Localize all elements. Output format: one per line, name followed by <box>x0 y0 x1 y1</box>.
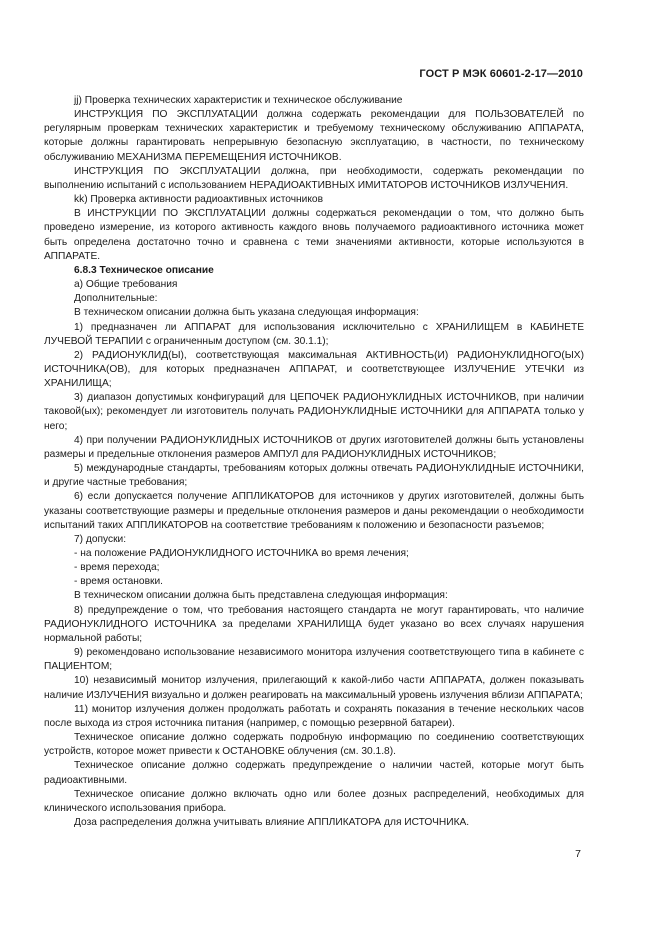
paragraph: В техническом описании должна быть указана следующая информация: <box>74 307 419 319</box>
list-item: 4) при получении РАДИОНУКЛИДНЫХ ИСТОЧНИКОВ от других изготовителей должны быть установлены размеры и предельные отклонения размеров АМПУЛ для РАДИОНУКЛИДНЫХ ИСТОЧНИКОВ; <box>44 434 584 460</box>
list-item: 3) диапазон допустимых конфигураций для ЦЕПОЧЕК РАДИОНУКЛИДНЫХ ИСТОЧНИКОВ, при наличии таковой(ых); рекомендует ли изготовитель получать РАДИОНУКЛИДНЫЕ ИСТОЧНИКИ для АППАРАТА только у него; <box>44 392 584 432</box>
list-item: 9) рекомендовано использование независимого монитора излучения соответствующего типа в кабинете с ПАЦИЕНТОМ; <box>44 647 584 673</box>
paragraph: ИНСТРУКЦИЯ ПО ЭКСПЛУАТАЦИИ должна, при необходимости, содержать рекомендации по выполнению испытаний с использованием НЕРАДИОАКТИВНЫХ ИМИТАТОРОВ ИСТОЧНИКОВ ИЗЛУЧЕНИЯ. <box>44 165 584 191</box>
paragraph: В техническом описании должна быть представлена следующая информация: <box>74 590 448 602</box>
document-header: ГОСТ Р МЭК 60601-2-17—2010 <box>419 68 583 80</box>
paragraph: Дополнительные: <box>74 293 158 305</box>
paragraph: Техническое описание должно содержать подробную информацию по соединению соответствующих устройств, которое может привести к ОСТАНОВКЕ облучения (см. 30.1.8). <box>44 732 584 758</box>
paragraph: Техническое описание должно включать одно или более дозных распределений, необходимых для клинического использования прибора. <box>44 788 584 814</box>
dash-item: - время перехода; <box>74 562 160 574</box>
section-heading: 6.8.3 Техническое описание <box>74 264 214 276</box>
paragraph-jj-heading: jj) Проверка технических характеристик и техническое обслуживание <box>74 95 403 106</box>
list-item: 6) если допускается получение АППЛИКАТОРОВ для источников у других изготовителей, должны быть указаны соответствующие размеры и предельные отклонения размеров и даны рекомендации о необходимости испытаний таких АППЛИКАТОРОВ на соответствие требованиям к положению и безопасности разъемов; <box>44 491 584 531</box>
list-item: 1) предназначен ли АППАРАТ для использования исключительно с ХРАНИЛИЩЕМ в КАБИНЕТЕ ЛУЧЕВОЙ ТЕРАПИИ с ограниченным доступом (см. 30.1.1); <box>44 321 584 347</box>
list-item: 5) международные стандарты, требованиям которых должны отвечать РАДИОНУКЛИДНЫЕ ИСТОЧНИКИ, и другие частные требования; <box>44 463 584 489</box>
subsection-heading: а) Общие требования <box>74 279 178 291</box>
dash-item: - время остановки. <box>74 576 163 588</box>
paragraph: Доза распределения должна учитывать влияние АППЛИКАТОРА для ИСТОЧНИКА. <box>74 816 470 828</box>
paragraph: Техническое описание должно содержать предупреждение о наличии частей, которые могут быть радиоактивными. <box>44 760 584 786</box>
page-body <box>44 94 584 830</box>
page-number: 7 <box>575 848 581 860</box>
paragraph: ИНСТРУКЦИЯ ПО ЭКСПЛУАТАЦИИ должна содержать рекомендации для ПОЛЬЗОВАТЕЛЕЙ по регулярным проверкам технических характеристик и требуемому техническому обслуживанию АППАРАТА, которые должны гарантировать непрерывную безопасную эксплуатацию, в частности, по техническому обслуживанию МЕХАНИЗМА ПЕРЕМЕЩЕНИЯ ИСТОЧНИКОВ. <box>44 109 584 163</box>
list-item: 10) независимый монитор излучения, прилегающий к какой-либо части АППАРАТА, должен показывать наличие ИЗЛУЧЕНИЯ визуально и должен реагировать на максимальный уровень излучения вблизи АППАРАТА; <box>44 675 584 701</box>
list-item: 7) допуски: <box>74 533 127 545</box>
paragraph: В ИНСТРУКЦИИ ПО ЭКСПЛУАТАЦИИ должны содержаться рекомендации о том, что должно быть проведено измерение, из которого активность каждого вновь получаемого радиоактивного источника может быть определена достаточно точно и сравнена с теми значениями активности, которые используются в АППАРАТЕ. <box>44 208 584 262</box>
list-item: 8) предупреждение о том, что требования настоящего стандарта не могут гарантировать, что наличие РАДИОНУКЛИДНОГО ИСТОЧНИКА за пределами ХРАНИЛИЩА будет указано во всех случаях нарушения нормальной работы; <box>44 604 584 644</box>
list-item: 2) РАДИОНУКЛИД(Ы), соответствующая максимальная АКТИВНОСТЬ(И) РАДИОНУКЛИДНОГО(ЫХ) ИСТОЧНИКА(ОВ), для которых предназначен АППАРАТ, и соответствующее ИЗЛУЧЕНИЕ УТЕЧКИ из ХРАНИЛИЩА; <box>44 349 584 390</box>
list-item: 11) монитор излучения должен продолжать работать и сохранять показания в течение нескольких часов после выхода из строя источника питания (например, с помощью резервной батареи). <box>44 703 584 729</box>
dash-item: - на положение РАДИОНУКЛИДНОГО ИСТОЧНИКА во время лечения; <box>74 548 409 559</box>
paragraph-kk-heading: kk) Проверка активности радиоактивных источников <box>74 194 324 206</box>
